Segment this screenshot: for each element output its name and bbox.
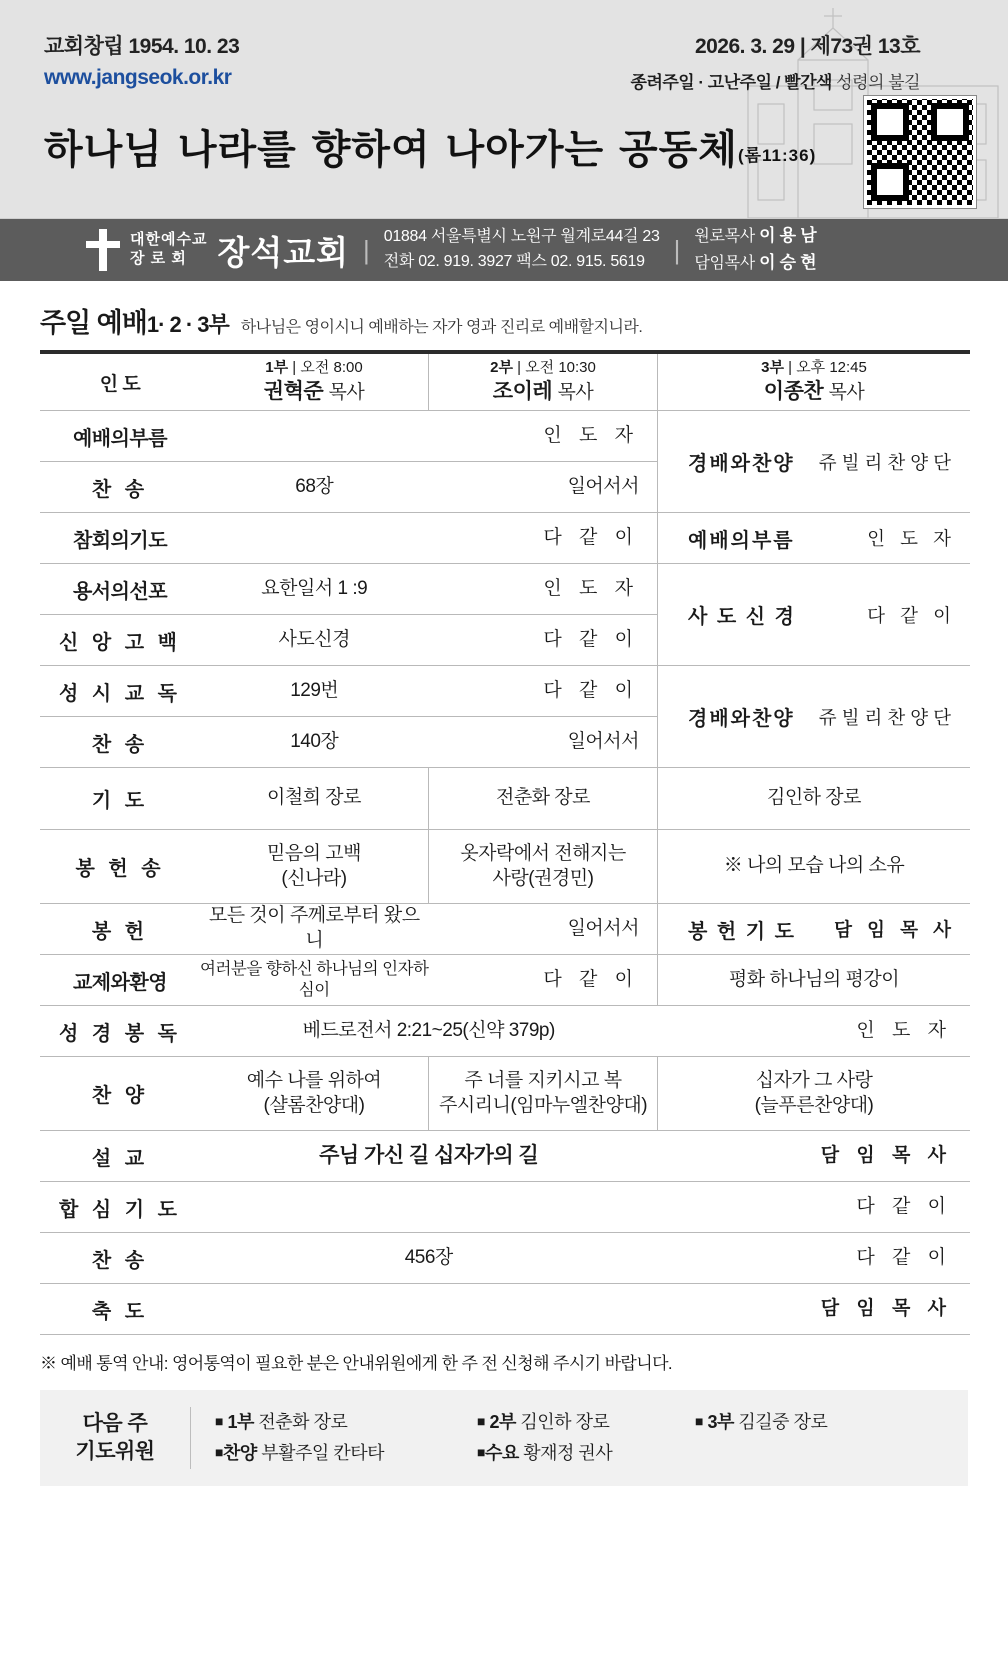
row-item-choir: 찬 양 bbox=[40, 1057, 200, 1131]
row-item-scripture: 성 경 봉 독 bbox=[40, 1006, 200, 1057]
footer-label-1: 1부 bbox=[227, 1412, 254, 1433]
prayer-part-3: 김인하 장로 bbox=[658, 768, 971, 830]
divider-2: | bbox=[673, 234, 681, 265]
row-item-responsive-reading: 성 시 교 독 bbox=[40, 666, 200, 717]
row-who-confession: 다 같 이 bbox=[429, 513, 658, 564]
masthead bbox=[0, 0, 1008, 219]
choir-part-2 bbox=[429, 1057, 658, 1131]
offering-hymn-part-2 bbox=[429, 830, 658, 904]
table-row bbox=[40, 955, 970, 1006]
row-item-offering: 봉 헌 bbox=[40, 904, 200, 955]
prayer-part-2: 전춘화 장로 bbox=[429, 768, 658, 830]
hymn-3-who: 다 같 이 bbox=[658, 1233, 971, 1284]
table-row bbox=[40, 830, 970, 904]
interpretation-note: ※ 예배 통역 안내: 영어통역이 필요한 분은 안내위원에게 한 주 전 신청해 주시기 바랍니다. bbox=[40, 1354, 673, 1373]
choir-part-2-line2: 주시리니(임마누엘찬양대) bbox=[438, 1094, 648, 1116]
slogan bbox=[44, 118, 816, 175]
row-who-call-to-worship: 인 도 자 bbox=[429, 411, 658, 462]
fellowship-value: 여러분을 향하신 하나님의 인자하심이 bbox=[200, 955, 429, 1006]
footer-row-2 bbox=[215, 1438, 968, 1469]
footer-value-5: 황재정 권사 bbox=[523, 1443, 613, 1463]
section-title bbox=[40, 301, 968, 340]
part3-item-call-to-worship: 예배의부름 bbox=[688, 529, 795, 552]
row-who-declaration-forgiveness: 인 도 자 bbox=[429, 564, 658, 615]
row-value-call-to-worship bbox=[200, 411, 429, 462]
part3-row-praise-worship-2 bbox=[658, 666, 971, 768]
service-part-1-header bbox=[200, 352, 429, 411]
slogan-scripture-ref: (롬11:36) bbox=[737, 146, 817, 165]
part3-who-offering-prayer: 담 임 목 사 bbox=[834, 919, 956, 940]
fellowship-who: 다 같 이 bbox=[429, 955, 658, 1006]
next-week-title-line1: 다음 주 bbox=[82, 1411, 148, 1435]
slogan-text: 하나님 나라를 향하여 나아가는 공동체 bbox=[44, 127, 738, 173]
unison-prayer-value bbox=[200, 1182, 658, 1233]
choir-part-2-line1: 주 너를 지키시고 복 bbox=[464, 1069, 622, 1091]
list-item bbox=[477, 1438, 695, 1469]
denomination-line2: 장 로 회 bbox=[130, 250, 187, 267]
table-row bbox=[40, 1182, 970, 1233]
footer-label-3: 3부 bbox=[707, 1412, 734, 1433]
church-logo bbox=[86, 227, 349, 274]
table-row bbox=[40, 564, 970, 615]
list-item bbox=[215, 1407, 477, 1438]
website-url[interactable]: www.jangseok.or.kr bbox=[44, 66, 232, 89]
header-right-block bbox=[631, 30, 920, 93]
next-week-title bbox=[40, 1410, 190, 1467]
part-1-time: 1부 | 오전 8:00 bbox=[265, 358, 363, 376]
row-value-creed: 사도신경 bbox=[200, 615, 429, 666]
denomination-line1: 대한예수교 bbox=[130, 231, 208, 249]
row-item-hymn-3: 찬 송 bbox=[40, 1233, 200, 1284]
footer-label-4: 찬양 bbox=[222, 1443, 257, 1463]
part3-item-offering-prayer: 봉 헌 기 도 bbox=[688, 920, 796, 943]
row-value-confession bbox=[200, 513, 429, 564]
senior-pastor bbox=[694, 250, 816, 277]
offering-hymn-part-2-line1: 옷자락에서 전해지는 bbox=[460, 842, 626, 864]
scripture-page: (신약 379p) bbox=[462, 1019, 555, 1041]
founded-date: 교회창립 1954. 10. 23 bbox=[44, 35, 240, 58]
row-item-unison-prayer: 합 심 기 도 bbox=[40, 1182, 200, 1233]
row-who-hymn-1: 일어서서 bbox=[429, 462, 658, 513]
table-header-row bbox=[40, 352, 970, 411]
pastor-list bbox=[694, 223, 816, 277]
footer-value-2: 김인하 장로 bbox=[520, 1412, 610, 1433]
choir-part-3 bbox=[658, 1057, 971, 1131]
issue-subtitle-light: 성령의 불길 bbox=[831, 73, 920, 92]
footer-label-5: 수요 bbox=[484, 1443, 519, 1463]
table-row bbox=[40, 1057, 970, 1131]
row-item-offering-hymn: 봉 헌 송 bbox=[40, 830, 200, 904]
list-item bbox=[477, 1407, 695, 1438]
part-1-leader: 권혁준 목사 bbox=[263, 379, 365, 403]
content-area bbox=[0, 281, 1008, 1486]
choir-part-1-line2: (샬롬찬양대) bbox=[263, 1094, 365, 1116]
offering-hymn-part-2-line2: 사랑(권경민) bbox=[492, 867, 594, 889]
cross-icon bbox=[86, 229, 120, 271]
hymn-3-value: 456장 bbox=[200, 1233, 658, 1284]
next-week-title-line2: 기도위원 bbox=[75, 1440, 155, 1463]
benediction-value bbox=[200, 1284, 658, 1335]
part3-row-offering-prayer bbox=[658, 904, 971, 955]
denomination bbox=[130, 231, 207, 269]
row-value-hymn-2: 140장 bbox=[200, 717, 429, 768]
offering-who: 일어서서 bbox=[429, 904, 658, 955]
church-address: 01884 서울특별시 노원구 월계로44길 23 bbox=[383, 228, 660, 246]
next-week-prayer-box bbox=[40, 1390, 968, 1486]
row-who-hymn-2: 일어서서 bbox=[429, 717, 658, 768]
part3-who-praise-worship-1: 쥬빌리찬양단 bbox=[818, 451, 956, 473]
row-item-declaration-forgiveness: 용서의선포 bbox=[40, 564, 200, 615]
qr-code-icon[interactable] bbox=[864, 96, 976, 208]
footer-row-1 bbox=[215, 1407, 968, 1438]
senior-pastor-name: 이 승 현 bbox=[759, 253, 817, 272]
order-of-service-table bbox=[40, 350, 970, 1335]
footer-value-4: 부활주일 칸타타 bbox=[261, 1443, 384, 1463]
offering-hymn-part-1 bbox=[200, 830, 429, 904]
part-2-time: 2부 | 오전 10:30 bbox=[490, 358, 596, 376]
issue-date: 2026. 3. 29 | 제73권 13호 bbox=[694, 35, 920, 58]
scripture-who: 인 도 자 bbox=[658, 1006, 971, 1057]
part-3-time: 3부 | 오후 12:45 bbox=[761, 358, 867, 376]
part3-item-praise-worship-2: 경배와찬양 bbox=[688, 708, 795, 730]
row-item-confession: 참회의기도 bbox=[40, 513, 200, 564]
lead-label: 인 도 bbox=[40, 352, 200, 411]
list-item bbox=[215, 1438, 477, 1469]
row-item-creed: 신 앙 고 백 bbox=[40, 615, 200, 666]
choir-part-3-line1: 십자가 그 사랑 bbox=[755, 1069, 873, 1091]
bullet-square-icon: ■ bbox=[215, 1444, 223, 1460]
table-row bbox=[40, 1284, 970, 1335]
header-left-block bbox=[44, 30, 239, 90]
list-item bbox=[695, 1407, 827, 1438]
row-item-benediction: 축 도 bbox=[40, 1284, 200, 1335]
sermon-title: 주님 가신 길 십자가의 길 bbox=[200, 1131, 658, 1182]
choir-part-3-line2: (늘푸른찬양대) bbox=[754, 1094, 874, 1116]
part3-item-apostles-creed: 사 도 신 경 bbox=[688, 606, 796, 628]
church-contact bbox=[384, 225, 660, 275]
part3-who-call-to-worship: 인 도 자 bbox=[867, 528, 956, 549]
pastor-emeritus-label: 원로목사 bbox=[694, 228, 755, 246]
scripture-passage: 베드로전서 2:21~25 bbox=[302, 1019, 463, 1041]
unison-prayer-who: 다 같 이 bbox=[658, 1182, 971, 1233]
offering-hymn-part-1-line2: (신나라) bbox=[281, 867, 347, 889]
bullet-square-icon: ■ bbox=[477, 1413, 485, 1430]
service-part-3-header bbox=[658, 352, 971, 411]
service-subtitle: 하나님은 영이시니 예배하는 자가 영과 진리로 예배할지니라. bbox=[240, 319, 643, 336]
row-who-responsive-reading: 다 같 이 bbox=[429, 666, 658, 717]
service-title-main: 주일 예배 bbox=[40, 308, 147, 338]
choir-part-1-line1: 예수 나를 위하여 bbox=[246, 1069, 382, 1091]
church-phone: 전화 02. 919. 3927 팩스 02. 915. 5619 bbox=[383, 253, 645, 270]
benediction-who: 담 임 목 사 bbox=[658, 1284, 971, 1335]
part3-item-praise-worship-1: 경배와찬양 bbox=[688, 453, 795, 475]
row-value-declaration-forgiveness: 요한일서 1 :9 bbox=[200, 564, 429, 615]
part3-row-call-to-worship bbox=[658, 513, 971, 564]
next-week-prayer-list bbox=[191, 1407, 968, 1468]
service-title bbox=[40, 301, 229, 340]
row-item-sermon: 설 교 bbox=[40, 1131, 200, 1182]
table-row bbox=[40, 904, 970, 955]
issue-subtitle-bold: 종려주일 · 고난주일 / 빨간색 bbox=[630, 73, 832, 92]
row-item-fellowship: 교제와환영 bbox=[40, 955, 200, 1006]
prayer-part-1: 이철희 장로 bbox=[200, 768, 429, 830]
table-row bbox=[40, 411, 970, 462]
church-name: 장석교회 bbox=[217, 232, 349, 272]
bullet-square-icon: ■ bbox=[477, 1444, 485, 1460]
row-who-creed: 다 같 이 bbox=[429, 615, 658, 666]
offering-value: 모든 것이 주께로부터 왔으니 bbox=[200, 904, 429, 955]
table-row bbox=[40, 513, 970, 564]
row-item-prayer: 기 도 bbox=[40, 768, 200, 830]
pastor-emeritus-name: 이 용 남 bbox=[759, 226, 817, 246]
table-row bbox=[40, 1131, 970, 1182]
part3-who-praise-worship-2: 쥬빌리찬양단 bbox=[818, 706, 956, 728]
part3-row-praise-worship-1 bbox=[658, 411, 971, 513]
choir-part-1 bbox=[200, 1057, 429, 1131]
church-info-bar bbox=[0, 219, 1008, 281]
part3-who-apostles-creed: 다 같 이 bbox=[867, 604, 956, 626]
senior-pastor-label: 담임목사 bbox=[694, 255, 755, 272]
footer-value-1: 전춘화 장로 bbox=[258, 1412, 348, 1433]
fellowship-part-3: 평화 하나님의 평강이 bbox=[658, 955, 971, 1006]
row-item-hymn-2: 찬 송 bbox=[40, 717, 200, 768]
row-value-responsive-reading: 129번 bbox=[200, 666, 429, 717]
row-item-hymn-1: 찬 송 bbox=[40, 462, 200, 513]
sermon-who: 담 임 목 사 bbox=[658, 1131, 971, 1182]
table-row bbox=[40, 768, 970, 830]
footer-label-2: 2부 bbox=[489, 1412, 516, 1433]
table-row bbox=[40, 666, 970, 717]
part3-row-apostles-creed bbox=[658, 564, 971, 666]
footer-value-3: 김길중 장로 bbox=[738, 1412, 828, 1433]
service-part-2-header bbox=[429, 352, 658, 411]
offering-hymn-part-1-line1: 믿음의 고백 bbox=[266, 842, 362, 864]
part-3-leader: 이종찬 목사 bbox=[763, 379, 865, 403]
issue-subtitle bbox=[631, 68, 920, 93]
scripture-value bbox=[200, 1006, 658, 1057]
part-2-leader: 조이레 목사 bbox=[492, 379, 594, 403]
row-value-hymn-1: 68장 bbox=[200, 462, 429, 513]
divider: | bbox=[362, 234, 370, 265]
table-row bbox=[40, 1233, 970, 1284]
row-item-call-to-worship: 예배의부름 bbox=[40, 411, 200, 462]
offering-hymn-part-3: ※ 나의 모습 나의 소유 bbox=[658, 830, 971, 904]
table-row bbox=[40, 1006, 970, 1057]
bullet-square-icon: ■ bbox=[695, 1413, 703, 1430]
service-title-parts: 1· 2 · 3부 bbox=[146, 312, 229, 337]
bullet-square-icon: ■ bbox=[215, 1413, 223, 1430]
pastor-emeritus bbox=[694, 223, 816, 250]
